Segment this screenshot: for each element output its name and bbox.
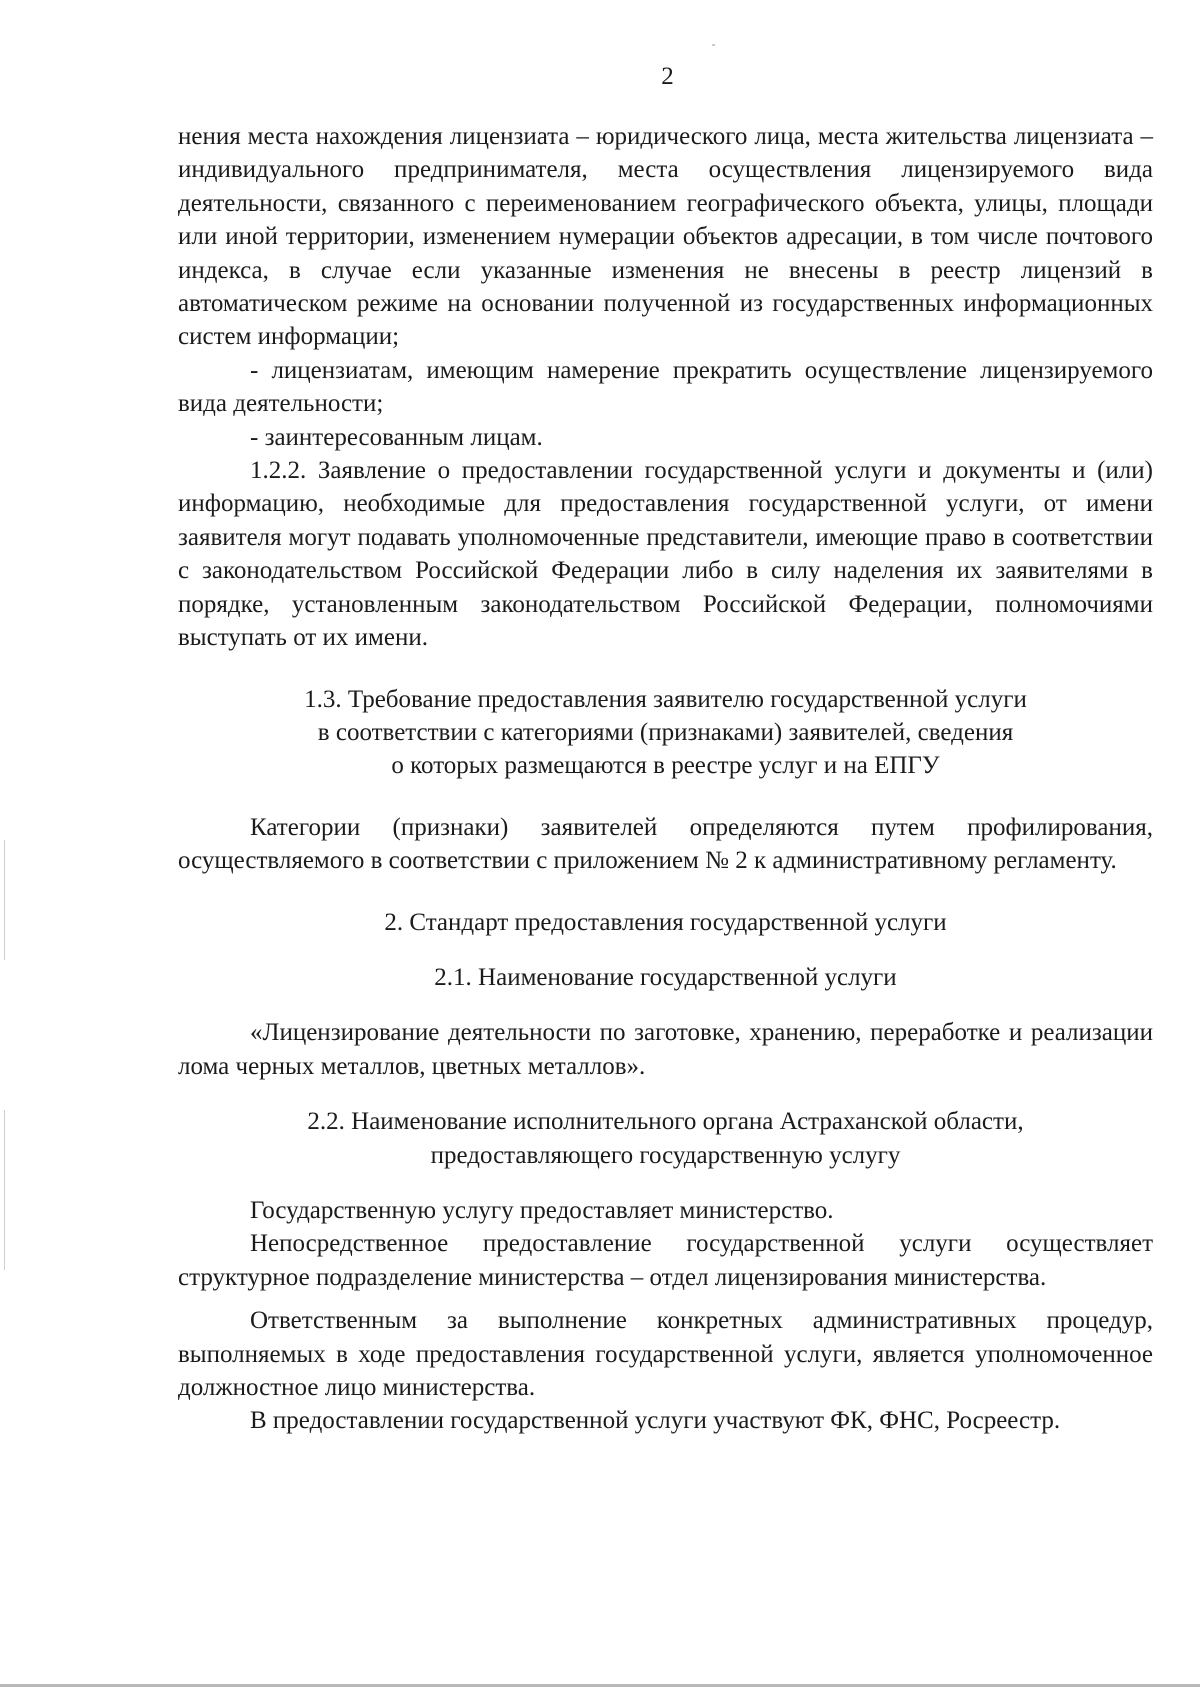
section-heading-2-2: [178, 1105, 1153, 1172]
scan-speck: [712, 44, 715, 46]
paragraph-applicant-categories: Категории (признаки) заявителей определяются путем профилирования, осуществляемого в соответствии с приложением № 2 к административному регламенту.: [178, 813, 1153, 875]
paragraph-service-name: «Лицензирование деятельности по заготовке, хранению, переработке и реализации лома черных металлов, цветных металлов».: [178, 1019, 1153, 1080]
section-heading-2: 2. Стандарт предоставления государственной услуги: [384, 908, 947, 936]
heading-2-2-line-1: 2.2. Наименование исполнительного органа Астраханской области,: [307, 1108, 1024, 1136]
scan-edge-mark: [4, 840, 5, 960]
paragraph-continuation: нения места нахождения лицензиата – юридического лица, места жительства лицензиата – индивидуального предпринимателя, места осуществления лицензируемого вида деятельности, связанного с переименованием географического объекта, улицы, площади или иной территории, изменением нумерации объектов адресации, в том числе почтового индекса, в случае если указанные изменения не внесены в реестр лицензий в автоматическом режиме на основании полученной из государственных информационных систем информации;: [178, 123, 1153, 351]
heading-1-3-line-2: в соответствии с категориями (признаками) заявителей, сведения: [317, 718, 1014, 746]
paragraph-1-2-2: 1.2.2. Заявление о предоставлении государственной услуги и документы и (или) информацию, необходимые для предоставления государственной услуги, от имени заявителя могут подавать уполномоченные представители, имеющие право в соответствии с законодательством Российской Федерации либо в силу наделения их заявителями в порядке, установленным законодательством Российской Федерации, полномочиями выступать от их имени.: [178, 457, 1153, 652]
scan-edge-mark: [4, 1110, 5, 1270]
paragraph-responsible-official: Ответственным за выполнение конкретных административных процедур, выполняемых в ходе предоставления государственной услуги, является уполномоченное должностное лицо министерства.: [178, 1307, 1153, 1401]
page-number: 2: [661, 63, 674, 90]
scan-bottom-edge: [0, 1684, 1200, 1687]
heading-1-3-line-1: 1.3. Требование предоставления заявителю государственной услуги: [304, 685, 1027, 713]
heading-2-2-line-2: предоставляющего государственную услугу: [430, 1141, 901, 1169]
paragraph-licensing-department: Непосредственное предоставление государственной услуги осуществляет структурное подразделение министерства – отдел лицензирования министерства.: [178, 1230, 1153, 1291]
paragraph-participants: В предоставлении государственной услуги участвуют ФК, ФНС, Росреестр.: [250, 1407, 1061, 1435]
section-heading-1-3: [178, 683, 1153, 783]
paragraph-interested-persons: - заинтересованным лицам.: [250, 423, 543, 451]
paragraph-licensees-termination: - лицензиатам, имеющим намерение прекратить осуществление лицензируемого вида деятельности;: [178, 356, 1153, 418]
document-body: [178, 120, 1153, 1438]
paragraph-ministry-provides: Государственную услугу предоставляет министерство.: [250, 1196, 834, 1224]
heading-1-3-line-3: о которых размещаются в реестре услуг и на ЕПГУ: [391, 752, 940, 780]
section-heading-2-1: 2.1. Наименование государственной услуги: [434, 963, 897, 991]
